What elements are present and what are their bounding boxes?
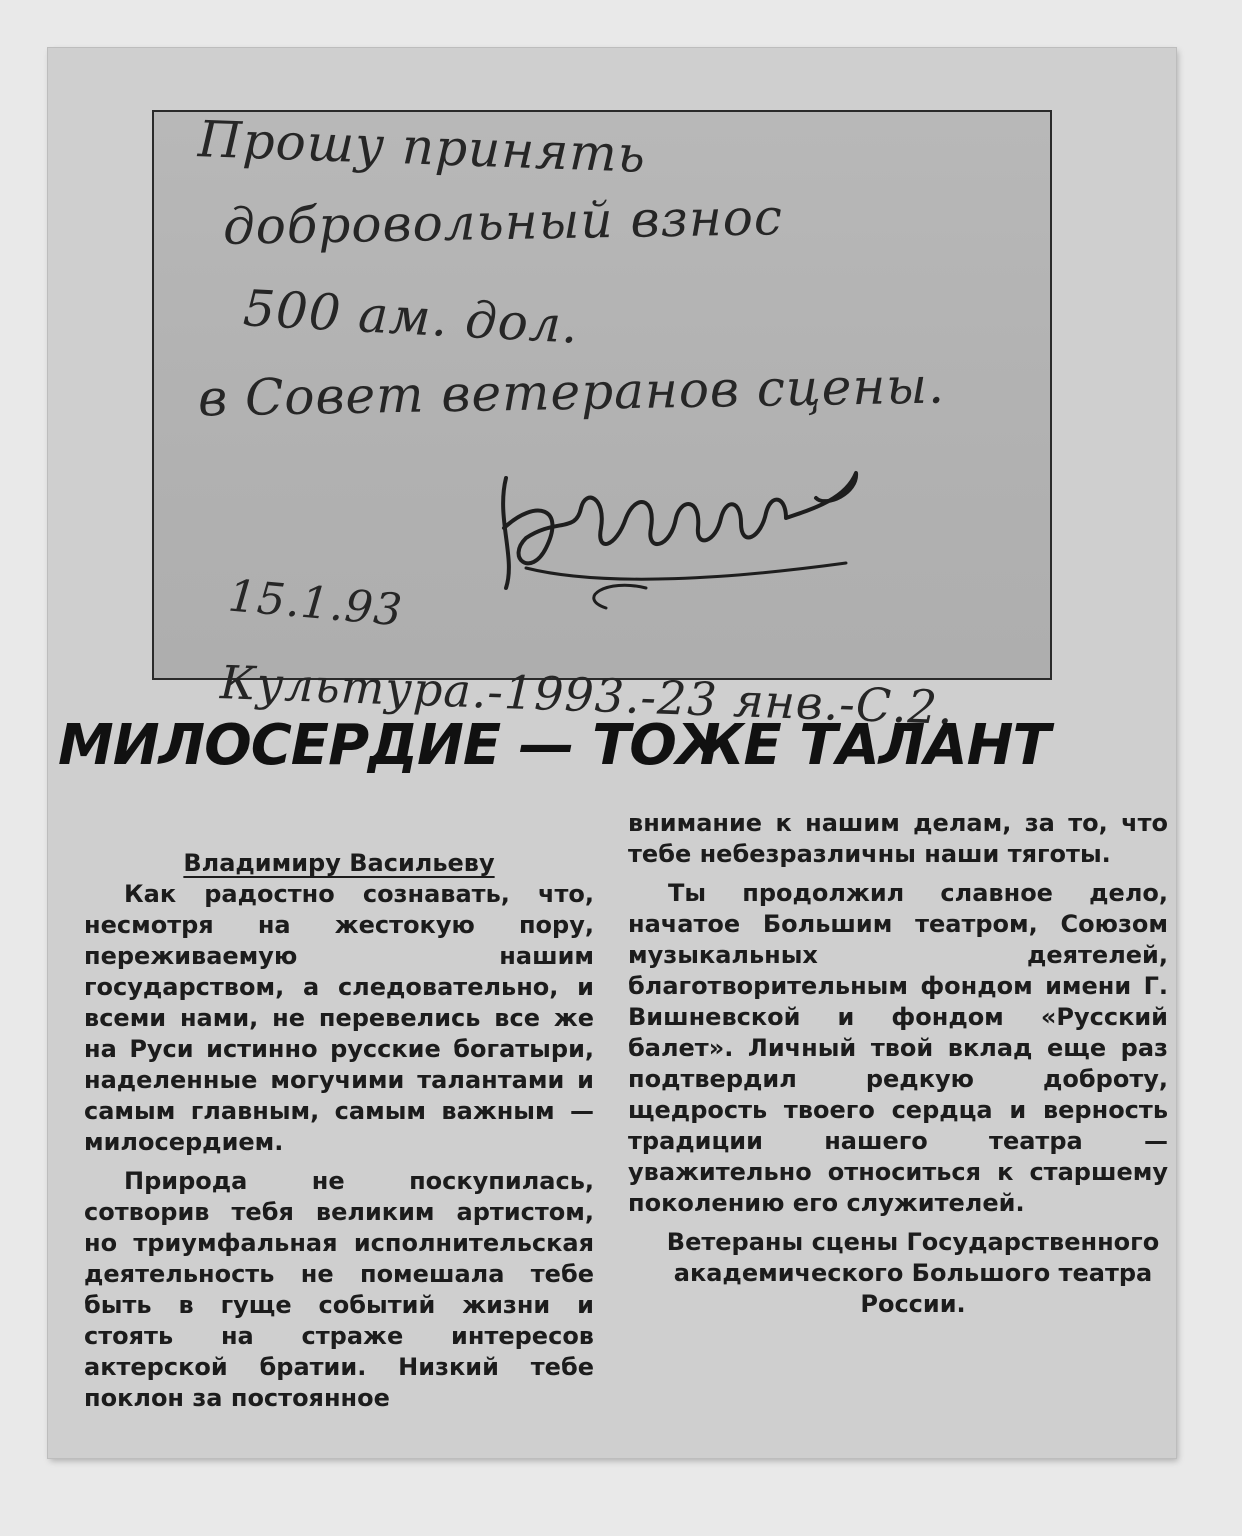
handwritten-line-1: Прошу принять xyxy=(197,110,647,184)
article-dedication: Владимиру Васильеву xyxy=(183,849,495,877)
handwritten-line-4: в Совет ветеранов сцены. xyxy=(197,356,946,428)
article-headline: МИЛОСЕРДИЕ — ТОЖЕ ТАЛАНТ xyxy=(58,713,1050,778)
newspaper-clipping xyxy=(48,48,1176,1458)
handwritten-source-note: Культура.-1993.-23 янв.-С.2. xyxy=(219,655,955,735)
signature-scribble xyxy=(486,438,866,618)
article-paragraph-3: Ты продолжил славное дело, начатое Большим театром, Союзом музыкальных деятелей, благотворительным фондом имени Г. Вишневской и фондом «Русский балет». Личный твой вклад еще раз подтвердил редкую доброту, щедрость твоего сердца и верность традиции нашего театра — уважительно относиться к старшему поколению его служителей. xyxy=(628,879,1168,1217)
handwritten-signature xyxy=(486,438,866,618)
article-signoff: Ветераны сцены Государственного академического Большого театра России. xyxy=(666,1228,1160,1318)
article-paragraph-2-continued: внимание к нашим делам, за то, что тебе небезразличны наши тяготы. xyxy=(628,809,1168,868)
article-paragraph-1: Как радостно сознавать, что, несмотря на жестокую пору, переживаемую нашим государством, а следовательно, и всеми нами, не перевелись все же на Руси истинно русские богатыри, наделенные могучими талантами и самым главным, самым важным — милосердием. xyxy=(84,880,594,1156)
handwritten-line-2: добровольный взнос xyxy=(222,188,784,256)
article-paragraph-2: Природа не поскупилась, сотворив тебя великим артистом, но триумфальная исполнительская деятельность не помешала тебе быть в гуще событий жизни и стоять на страже интересов актерской братии. Низкий тебе поклон за постоянное xyxy=(84,1167,594,1412)
handwritten-line-3: 500 ам. дол. xyxy=(241,279,581,355)
handwritten-date: 15.1.93 xyxy=(226,570,405,637)
article-column-left xyxy=(84,848,594,1414)
article-column-right xyxy=(628,808,1168,1344)
